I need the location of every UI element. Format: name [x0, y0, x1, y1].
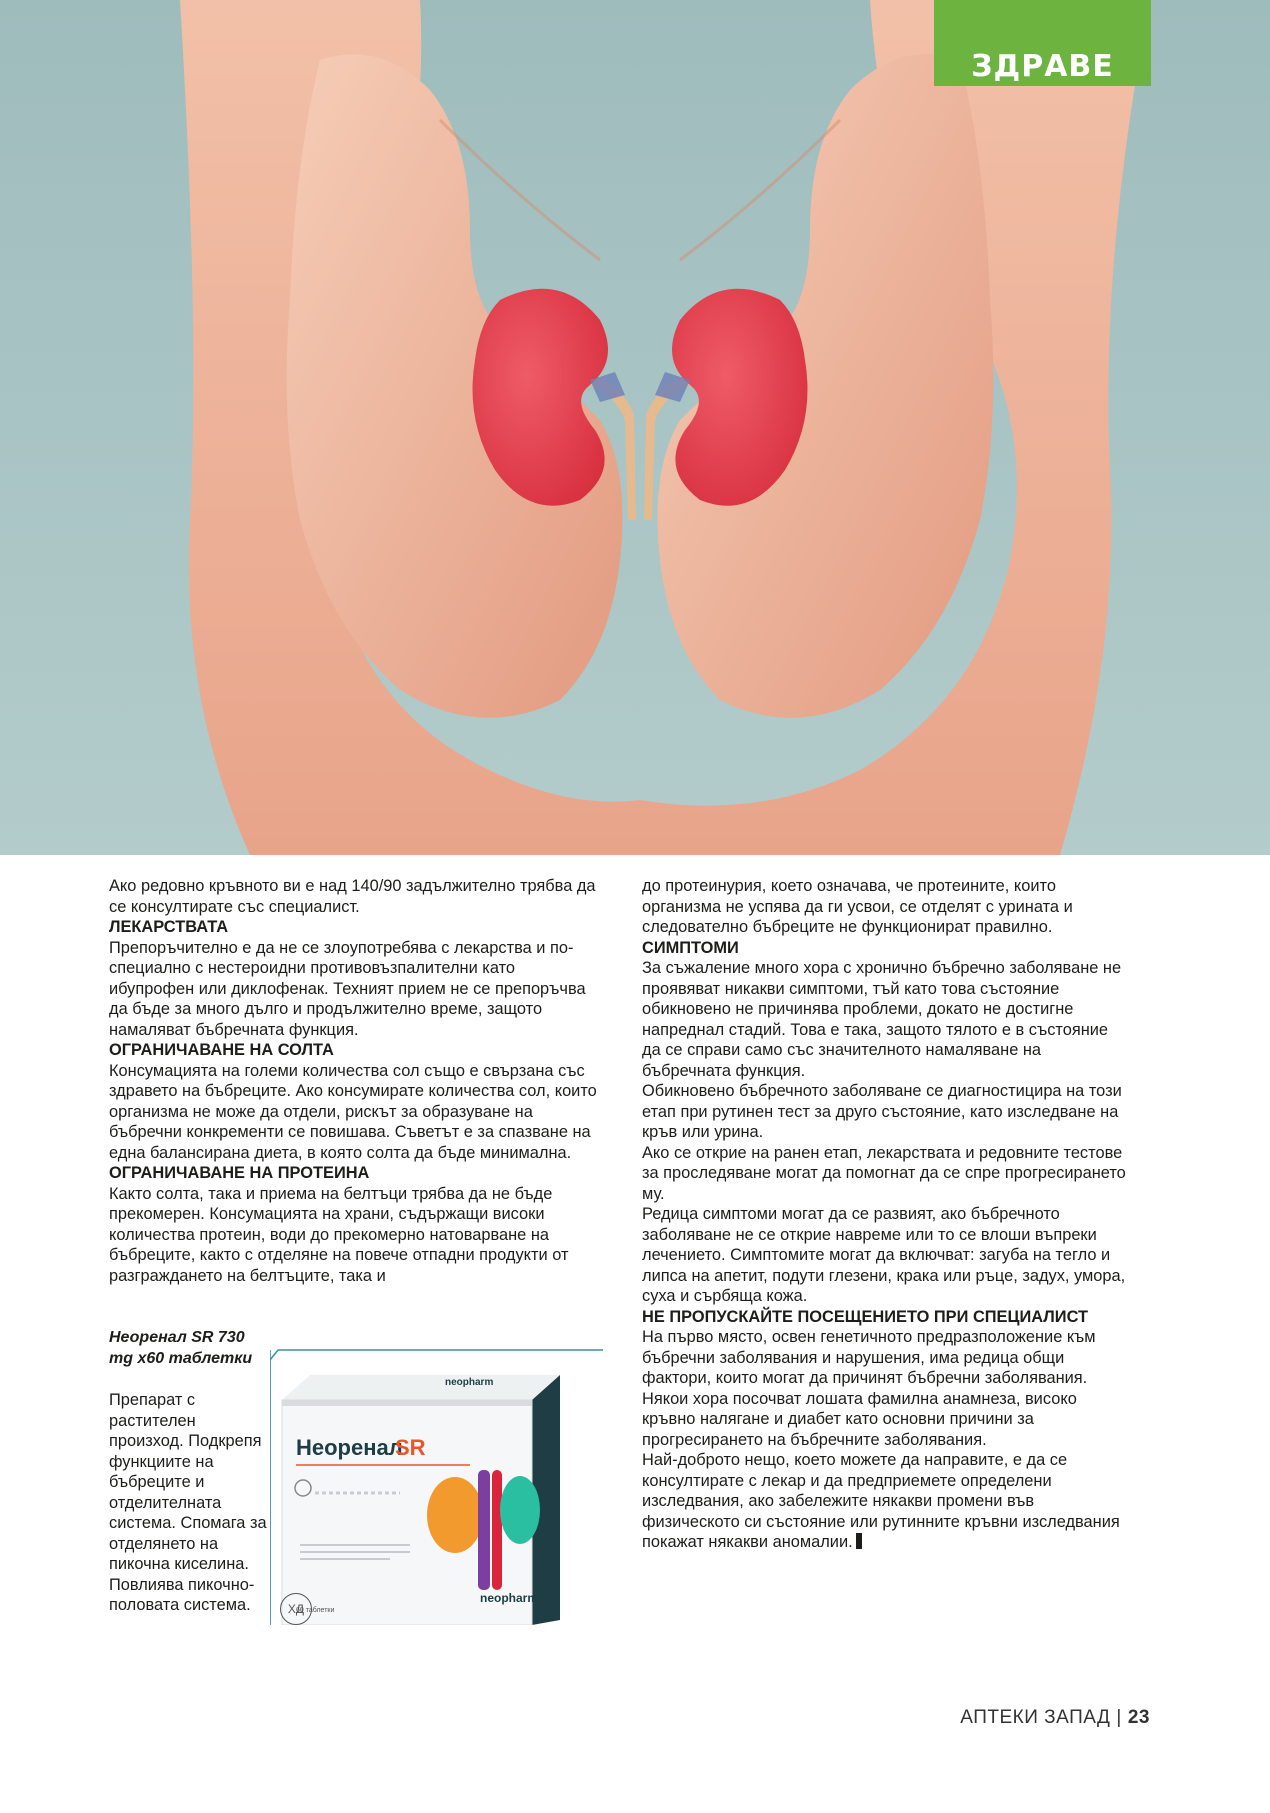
article-right-column: [642, 876, 1128, 1553]
section-heading: ОГРАНИЧАВАНЕ НА СОЛТА: [109, 1041, 334, 1059]
hero-image: [0, 0, 1270, 855]
product-description: Препарат с растителен произход. Подкрепя функциите на бъбреците и отделителната система. Спомага за отделянето на пикочна киселина. Повлиява пикочно-половата система.: [109, 1391, 267, 1614]
paragraph: Обикновено бъбречното заболяване се диагностицира на този етап при рутинен тест за друго състояние, като изследване на кръв или урина.: [642, 1082, 1122, 1141]
footer-separator: |: [1116, 1707, 1122, 1728]
box-brand: Неоренал: [296, 1435, 403, 1460]
paragraph: Ако се открие на ранен етап, лекарствата и редовните тестове за проследяване могат да помогнат да се спре прогресирането му.: [642, 1143, 1126, 1203]
section-heading: НЕ ПРОПУСКАЙТЕ ПОСЕЩЕНИЕТО ПРИ СПЕЦИАЛИСТ: [642, 1307, 1089, 1326]
product-badge: ХД: [280, 1593, 312, 1625]
product-name: Неоренал SR 730 mg x60 таблетки: [109, 1329, 253, 1367]
article-left-column: [109, 876, 599, 1286]
box-brand-suffix: SR: [395, 1435, 426, 1460]
paragraph: На първо място, освен генетичното предразположение към бъбречни заболявания и нарушения, има редица общи фактори, които могат да причинят бъбречни заболявания. Някои хора посочват лошата фамилна анамнеза, високо кръвно налягане и диабет като основни причини за прогресирането на бъбречните заболявания.: [642, 1328, 1096, 1449]
article-end-mark: [856, 1533, 862, 1549]
paragraph: За съжаление много хора с хронично бъбречно заболяване не проявяват никакви симптоми, тъй като това състояние обикновено не причинява проблеми, докато не достигне напреднал стадий. Това е така, защото тялото е в състояние да се справи само със значителното намаляване на бъбречната функция.: [642, 959, 1122, 1080]
page-number: 23: [1127, 1707, 1150, 1728]
product-image: [270, 1340, 603, 1625]
paragraph: Препоръчително е да не се злоупотребява с лекарства и по-специално с нестероидни противовъзпалителни като ибупрофен или диклофенак. Техният прием не се препоръчва да бъде за много дълго и продължително време, защото намаляват бъбречната функция.: [109, 938, 586, 1039]
section-heading: ОГРАНИЧАВАНЕ НА ПРОТЕИНА: [109, 1164, 370, 1182]
paragraph: Редица симптоми могат да се развият, ако бъбречното заболяване не се открие навреме или то се влоши въпреки лечението. Симптомите могат да включват: загуба на тегло и липса на апетит, подути глезени, крака или ръце, задух, умора, суха и сърбяща кожа.: [642, 1205, 1126, 1305]
box-maker-top: neopharm: [445, 1377, 494, 1388]
box-count: 60 таблетки: [296, 1607, 335, 1614]
hands-holding-kidneys-illustration: [0, 0, 1270, 855]
section-tag: ЗДРАВЕ: [934, 0, 1151, 86]
paragraph: Ако редовно кръвното ви е над 140/90 задължително трябва да се консултирате със специалист.: [109, 877, 596, 916]
paragraph: Най-доброто нещо, което можете да направите, е да се консултирате с лекар и да предприемете определени изследвания, ако забележите някакви промени във физическото си състояние или рутинните кръвни изследвания покажат някакви аномалии.: [642, 1451, 1120, 1551]
box-maker: neopharm: [480, 1591, 539, 1605]
section-heading: СИМПТОМИ: [642, 938, 739, 957]
section-heading: ЛЕКАРСТВАТА: [109, 918, 229, 936]
paragraph: Консумацията на големи количества сол също е свързана със здравето на бъбреците. Ако консумирате количества сол, които организма не може да отдели, рискът за образуване на бъбречни конкременти се повишава. Съветът е за спазване на една балансирана диета, в която солта да бъде минимална.: [109, 1061, 597, 1162]
paragraph: до протеинурия, което означава, че протеините, които организма не успява да ги усвои, се отделят с урината и следователно бъбреците не функционират правилно.: [642, 877, 1073, 936]
paragraph: Както солта, така и приема на белтъци трябва да не бъде прекомерен. Консумацията на храни, съдържащи високи количества протеин, води до прекомерно натоварване на бъбреците, както с отделяне на повече отпадни продукти от разграждането на белтъците, така и: [109, 1184, 569, 1285]
page-footer: [960, 1707, 1150, 1729]
publication-name: АПТЕКИ ЗАПАД: [960, 1707, 1111, 1728]
